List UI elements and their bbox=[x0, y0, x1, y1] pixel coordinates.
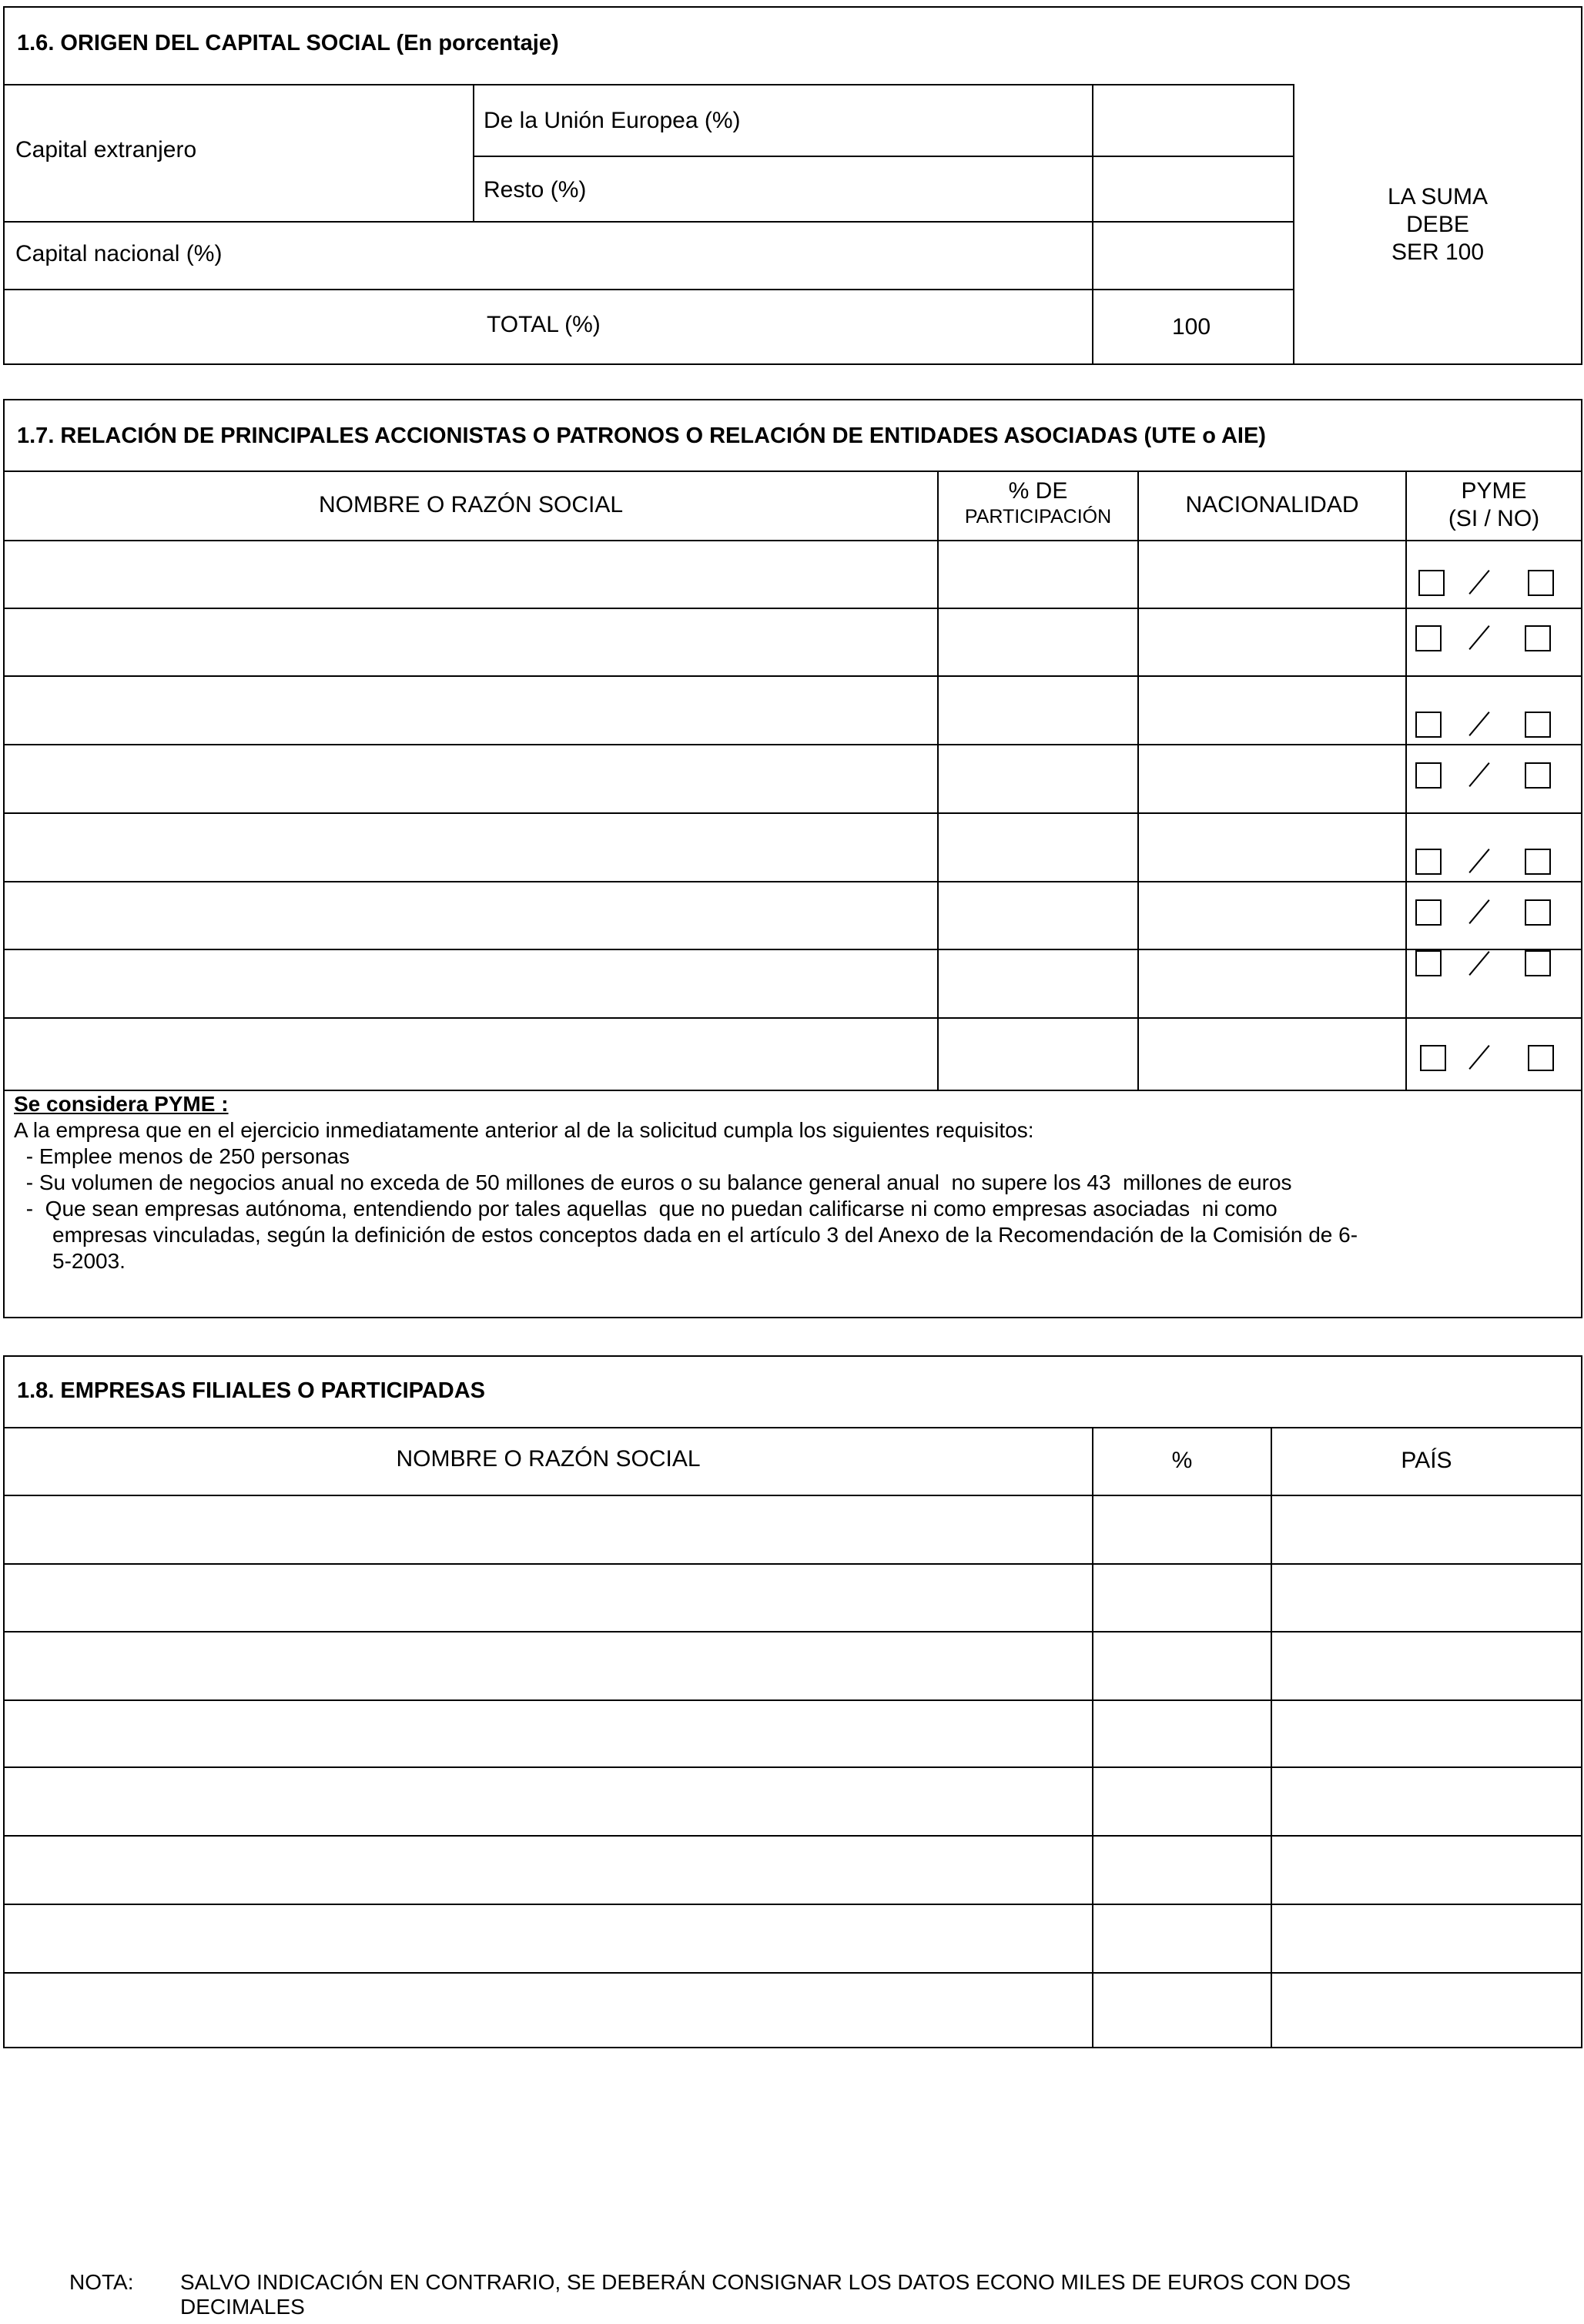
nacionalidad-input[interactable] bbox=[1139, 814, 1405, 881]
pyme-si-checkbox[interactable] bbox=[1415, 625, 1442, 651]
table-row bbox=[5, 745, 1581, 812]
nombre-input[interactable] bbox=[5, 1019, 937, 1090]
pais-input[interactable] bbox=[1272, 1905, 1581, 1972]
nacionalidad-input[interactable] bbox=[1139, 882, 1405, 949]
table-row bbox=[5, 1905, 1581, 1972]
pyme-si-checkbox[interactable] bbox=[1415, 712, 1442, 738]
table-row bbox=[5, 1701, 1581, 1766]
nombre-input[interactable] bbox=[5, 1496, 1092, 1563]
suma-line-2: DEBE bbox=[1406, 212, 1469, 237]
pyme-no-checkbox[interactable] bbox=[1525, 762, 1551, 789]
table-row bbox=[5, 541, 1581, 608]
pyme-si-checkbox[interactable] bbox=[1415, 762, 1442, 789]
table-row bbox=[5, 950, 1581, 1017]
resto-label: Resto (%) bbox=[484, 177, 587, 203]
nota-text-line-1: SALVO INDICACIÓN EN CONTRARIO, SE DEBERÁN CONSIGNAR LOS DATOS ECONO MILES DE EUROS CON DOS bbox=[180, 2270, 1351, 2294]
pct-input[interactable] bbox=[1093, 1837, 1271, 1904]
col-pct-header: % bbox=[1171, 1448, 1193, 1473]
pyme-no-checkbox[interactable] bbox=[1525, 712, 1551, 738]
col-pais-header: PAÍS bbox=[1401, 1448, 1452, 1473]
pais-input[interactable] bbox=[1272, 1768, 1581, 1835]
participacion-input[interactable] bbox=[939, 882, 1137, 949]
pct-input[interactable] bbox=[1093, 1905, 1271, 1972]
section-1-7 bbox=[3, 399, 1582, 1318]
col-participacion-line-1: % DE bbox=[1008, 478, 1068, 504]
capital-nacional-input[interactable] bbox=[1093, 223, 1293, 289]
pyme-requirement-3-cont: empresas vinculadas, según la definición de estos conceptos dada en el artículo 3 del Anexo de la Recomendación de la Comisión de 6- bbox=[52, 1223, 1358, 1247]
pyme-si-checkbox[interactable] bbox=[1415, 899, 1442, 926]
col-nombre-header: NOMBRE O RAZÓN SOCIAL bbox=[396, 1446, 701, 1472]
col-pyme-line-1: PYME bbox=[1461, 478, 1527, 504]
nota-label: NOTA: bbox=[69, 2270, 134, 2294]
pct-input[interactable] bbox=[1093, 1974, 1271, 2047]
table-row bbox=[5, 1632, 1581, 1699]
nacionalidad-input[interactable] bbox=[1139, 745, 1405, 812]
participacion-input[interactable] bbox=[939, 541, 1137, 608]
nombre-input[interactable] bbox=[5, 1565, 1092, 1631]
nombre-input[interactable] bbox=[5, 950, 937, 1017]
slash-separator bbox=[1468, 1045, 1489, 1070]
total-value: 100 bbox=[1172, 314, 1211, 340]
pyme-definition bbox=[14, 1091, 1577, 1274]
pais-input[interactable] bbox=[1272, 1632, 1581, 1699]
resto-input[interactable] bbox=[1093, 157, 1293, 221]
pyme-requirement-2: - Su volumen de negocios anual no exceda de 50 millones de euros o su balance general anual no supere los 43 millones de euros bbox=[20, 1170, 1292, 1194]
pyme-no-checkbox[interactable] bbox=[1528, 570, 1554, 596]
table-row bbox=[5, 814, 1581, 881]
participacion-input[interactable] bbox=[939, 814, 1137, 881]
table-row bbox=[5, 1019, 1581, 1090]
nacionalidad-input[interactable] bbox=[1139, 677, 1405, 744]
nombre-input[interactable] bbox=[5, 1701, 1092, 1766]
section-1-8-title: 1.8. EMPRESAS FILIALES O PARTICIPADAS bbox=[17, 1378, 486, 1403]
nombre-input[interactable] bbox=[5, 882, 937, 949]
nombre-input[interactable] bbox=[5, 1905, 1092, 1972]
slash-separator bbox=[1468, 625, 1489, 650]
pyme-intro: A la empresa que en el ejercicio inmediatamente anterior al de la solicitud cumpla los siguientes requisitos: bbox=[14, 1118, 1034, 1142]
pyme-no-checkbox[interactable] bbox=[1525, 849, 1551, 875]
pct-input[interactable] bbox=[1093, 1565, 1271, 1631]
nombre-input[interactable] bbox=[5, 1837, 1092, 1904]
participacion-input[interactable] bbox=[939, 1019, 1137, 1090]
pyme-requirement-1: - Emplee menos de 250 personas bbox=[20, 1144, 350, 1168]
table-row bbox=[5, 1768, 1581, 1835]
nacionalidad-input[interactable] bbox=[1139, 1019, 1405, 1090]
pyme-si-checkbox[interactable] bbox=[1418, 570, 1445, 596]
pais-input[interactable] bbox=[1272, 1701, 1581, 1766]
pct-input[interactable] bbox=[1093, 1701, 1271, 1766]
section-1-8 bbox=[3, 1355, 1582, 2048]
col-pyme-header bbox=[1407, 477, 1581, 533]
nombre-input[interactable] bbox=[5, 541, 937, 608]
nombre-input[interactable] bbox=[5, 677, 937, 744]
pyme-no-checkbox[interactable] bbox=[1525, 625, 1551, 651]
pyme-si-checkbox[interactable] bbox=[1420, 1045, 1446, 1071]
table-row bbox=[5, 609, 1581, 675]
nacionalidad-input[interactable] bbox=[1139, 950, 1405, 1017]
slash-separator bbox=[1468, 849, 1489, 873]
col-nacionalidad-header: NACIONALIDAD bbox=[1185, 492, 1359, 517]
section-1-7-title: 1.7. RELACIÓN DE PRINCIPALES ACCIONISTAS O PATRONOS O RELACIÓN DE ENTIDADES ASOCIADAS (UTE o AIE) bbox=[17, 424, 1266, 448]
col-participacion-header bbox=[939, 479, 1137, 530]
pyme-si-checkbox[interactable] bbox=[1415, 849, 1442, 875]
nacionalidad-input[interactable] bbox=[1139, 541, 1405, 608]
pct-input[interactable] bbox=[1093, 1632, 1271, 1699]
pais-input[interactable] bbox=[1272, 1837, 1581, 1904]
nombre-input[interactable] bbox=[5, 814, 937, 881]
participacion-input[interactable] bbox=[939, 609, 1137, 675]
participacion-input[interactable] bbox=[939, 950, 1137, 1017]
pyme-no-checkbox[interactable] bbox=[1525, 899, 1551, 926]
nota-text-line-2: DECIMALES bbox=[180, 2295, 305, 2319]
pyme-si-checkbox[interactable] bbox=[1415, 950, 1442, 976]
pais-input[interactable] bbox=[1272, 1496, 1581, 1563]
slash-separator bbox=[1468, 951, 1489, 976]
ue-input[interactable] bbox=[1093, 85, 1293, 156]
pyme-no-checkbox[interactable] bbox=[1525, 950, 1551, 976]
section-1-6-title: 1.6. ORIGEN DEL CAPITAL SOCIAL (En porcentaje) bbox=[17, 31, 559, 55]
ue-label: De la Unión Europea (%) bbox=[484, 108, 741, 133]
slash-separator bbox=[1468, 899, 1489, 924]
nombre-input[interactable] bbox=[5, 1768, 1092, 1835]
pyme-heading: Se considera PYME : bbox=[14, 1092, 229, 1116]
suma-line-3: SER 100 bbox=[1391, 239, 1485, 265]
table-row bbox=[5, 1496, 1581, 1563]
nacionalidad-input[interactable] bbox=[1139, 609, 1405, 675]
capital-nacional-label: Capital nacional (%) bbox=[15, 241, 223, 266]
nombre-input[interactable] bbox=[5, 1974, 1092, 2047]
slash-separator bbox=[1468, 712, 1489, 736]
pct-input[interactable] bbox=[1093, 1768, 1271, 1835]
slash-separator bbox=[1468, 762, 1489, 787]
participacion-input[interactable] bbox=[939, 745, 1137, 812]
col-nombre-header: NOMBRE O RAZÓN SOCIAL bbox=[318, 492, 624, 517]
suma-line-1: LA SUMA bbox=[1387, 184, 1489, 209]
section-1-6 bbox=[3, 6, 1582, 365]
col-participacion-line-2: PARTICIPACIÓN bbox=[964, 506, 1112, 527]
suma-note bbox=[1294, 183, 1581, 266]
table-row bbox=[5, 1837, 1581, 1904]
pais-input[interactable] bbox=[1272, 1974, 1581, 2047]
table-row bbox=[5, 677, 1581, 744]
capital-extranjero-label: Capital extranjero bbox=[15, 137, 197, 162]
pyme-requirement-3: - Que sean empresas autónoma, entendiendo por tales aquellas que no puedan calificarse ni como empresas asociadas ni como bbox=[20, 1197, 1278, 1221]
col-pyme-line-2: (SI / NO) bbox=[1448, 506, 1540, 531]
pais-input[interactable] bbox=[1272, 1565, 1581, 1631]
slash-separator bbox=[1468, 570, 1489, 594]
nombre-input[interactable] bbox=[5, 1632, 1092, 1699]
nombre-input[interactable] bbox=[5, 745, 937, 812]
table-row bbox=[5, 1565, 1581, 1631]
table-row bbox=[5, 1974, 1581, 2047]
table-row bbox=[5, 882, 1581, 949]
participacion-input[interactable] bbox=[939, 677, 1137, 744]
total-label: TOTAL (%) bbox=[487, 312, 601, 337]
pyme-no-checkbox[interactable] bbox=[1528, 1045, 1554, 1071]
nombre-input[interactable] bbox=[5, 609, 937, 675]
pct-input[interactable] bbox=[1093, 1496, 1271, 1563]
pyme-requirement-3-end: 5-2003. bbox=[52, 1249, 126, 1273]
